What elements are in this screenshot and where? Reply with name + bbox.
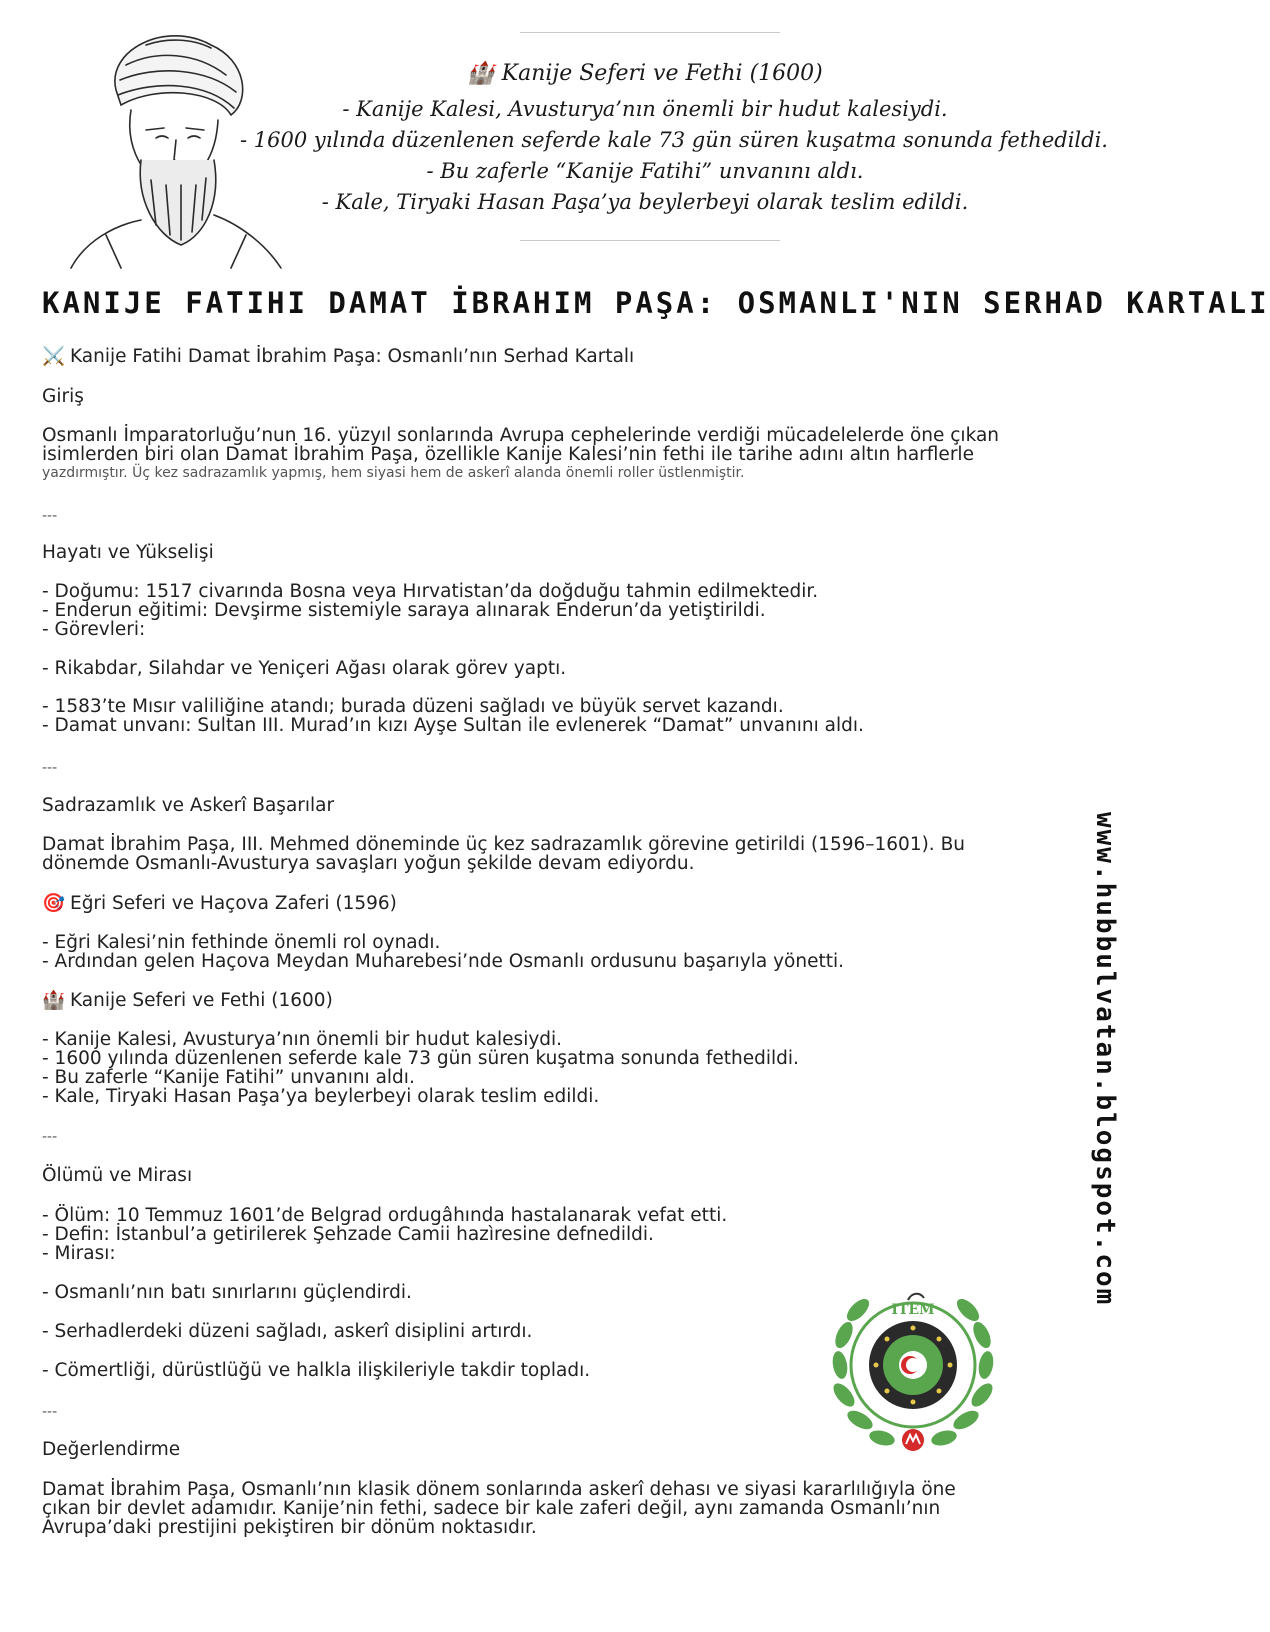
death-item: - Defin: İstanbul’a getirilerek Şehzade Camii hazìresine defnedildi. <box>42 1224 654 1245</box>
egri-item: - Eğri Kalesi’nin fethinde önemli rol oynadı. <box>42 932 441 953</box>
kanije-item: - Kale, Tiryaki Hasan Paşa’ya beylerbeyi olarak teslim edildi. <box>42 1086 600 1107</box>
item-emblem-logo <box>820 1270 1006 1456</box>
header-card-title: 🏰 Kanije Seferi ve Fethi (1600) <box>467 61 823 86</box>
separator: --- <box>42 1404 58 1420</box>
duty-item: - 1583’te Mısır valiliğine atandı; burada düzeni sağladı ve büyük servet kazandı. <box>42 696 784 717</box>
kanije-heading: 🏰 Kanije Seferi ve Fethi (1600) <box>42 990 333 1011</box>
life-item: - Enderun eğitimi: Devşirme sistemiyle saraya alınarak Enderun’da yetiştirildi. <box>42 600 766 621</box>
header-card-line: - Bu zaferle “Kanije Fatihi” unvanını aldı. <box>426 159 864 183</box>
kanije-item: - Kanije Kalesi, Avusturya’nın önemli bir hudut kalesiydi. <box>42 1029 563 1050</box>
emblem-ring-text: ITEM <box>891 1302 935 1318</box>
egri-heading: 🎯 Eğri Seferi ve Haçova Zaferi (1596) <box>42 893 397 914</box>
legacy-item: - Cömertliği, dürüstlüğü ve halkla ilişkileriyle takdir topladı. <box>42 1360 591 1381</box>
header-card <box>240 58 1108 218</box>
blog-url-watermark: www.hubbulvatan.blogspot.com <box>1090 812 1120 1307</box>
evaluation-line: Damat İbrahim Paşa, Osmanlı’nın klasik dönem sonlarında askerî dehası ve siyasi kararlılığıyla öne <box>42 1479 956 1500</box>
article-title: ⚔️ Kanije Fatihi Damat İbrahim Paşa: Osmanlı’nın Serhad Kartalı <box>42 346 635 367</box>
life-item: - Damat unvanı: Sultan III. Murad’ın kızı Ayşe Sultan ile evlenerek “Damat” unvanını aldı. <box>42 715 864 736</box>
header-card-line: - 1600 yılında düzenlenen seferde kale 73 gün süren kuşatma sonunda fethedildi. <box>240 128 1108 152</box>
castle-icon: 🏰 <box>42 990 66 1011</box>
intro-line: Osmanlı İmparatorluğu’nun 16. yüzyıl sonlarında Avrupa cephelerinde verdiği mücadelelerde öne çıkan <box>42 425 1000 446</box>
kanije-item: - 1600 yılında düzenlenen seferde kale 73 gün süren kuşatma sonunda fethedildi. <box>42 1048 799 1069</box>
evaluation-heading: Değerlendirme <box>42 1439 181 1460</box>
crossed-swords-icon: ⚔️ <box>42 346 66 367</box>
life-item: - Doğumu: 1517 civarında Bosna veya Hırvatistan’da doğduğu tahmin edilmektedir. <box>42 581 819 602</box>
target-icon: 🎯 <box>42 893 66 914</box>
death-heading: Ölümü ve Mirası <box>42 1165 193 1186</box>
death-item: - Mirası: <box>42 1243 116 1264</box>
header-card-line: - Kanije Kalesi, Avusturya’nın önemli bir hudut kalesiydi. <box>342 97 948 121</box>
header-rule-bottom <box>520 240 780 241</box>
separator: --- <box>42 1129 58 1145</box>
intro-heading: Giriş <box>42 386 84 407</box>
header-rule-top <box>520 32 780 33</box>
life-item: - Görevleri: <box>42 619 146 640</box>
grand-vizier-heading: Sadrazamlık ve Askerî Başarılar <box>42 795 335 816</box>
death-item: - Ölüm: 10 Temmuz 1601’de Belgrad ordugâhında hastalanarak vefat etti. <box>42 1205 728 1226</box>
intro-line: yazdırmıştır. Üç kez sadrazamlık yapmış, hem siyasi hem de askerî alanda önemli roller üstlenmiştir. <box>42 465 745 481</box>
evaluation-line: çıkan bir devlet adamıdır. Kanije’nin fethi, sadece bir kale zaferi değil, aynı zamanda Osmanlı’nın <box>42 1498 941 1519</box>
separator: --- <box>42 760 58 776</box>
intro-line: isimlerden biri olan Damat İbrahim Paşa, özellikle Kanije Kalesi’nin fethi ile tarihe adını altın harflerle <box>42 444 974 465</box>
legacy-item: - Osmanlı’nın batı sınırlarını güçlendirdi. <box>42 1282 412 1303</box>
legacy-item: - Serhadlerdeki düzeni sağladı, askerî disiplini artırdı. <box>42 1321 533 1342</box>
separator: --- <box>42 508 58 524</box>
page-headline: KANIJE FATIHI DAMAT İBRAHIM PAŞA: OSMANLI'NIN SERHAD KARTALI <box>42 286 1270 320</box>
grand-vizier-line: dönemde Osmanlı-Avusturya savaşları yoğun şekilde devam ediyordu. <box>42 853 695 874</box>
header-card-line: - Kale, Tiryaki Hasan Paşa’ya beylerbeyi olarak teslim edildi. <box>321 190 969 214</box>
grand-vizier-line: Damat İbrahim Paşa, III. Mehmed döneminde üç kez sadrazamlık görevine getirildi (1596–1601). Bu <box>42 834 965 855</box>
evaluation-line: Avrupa’daki prestijini pekiştiren bir dönüm noktasıdır. <box>42 1517 537 1538</box>
kanije-item: - Bu zaferle “Kanije Fatihi” unvanını aldı. <box>42 1067 415 1088</box>
egri-item: - Ardından gelen Haçova Meydan Muharebesi’nde Osmanlı ordusunu başarıyla yönetti. <box>42 951 844 972</box>
life-heading: Hayatı ve Yükselişi <box>42 542 214 563</box>
duty-item: - Rikabdar, Silahdar ve Yeniçeri Ağası olarak görev yaptı. <box>42 658 567 679</box>
